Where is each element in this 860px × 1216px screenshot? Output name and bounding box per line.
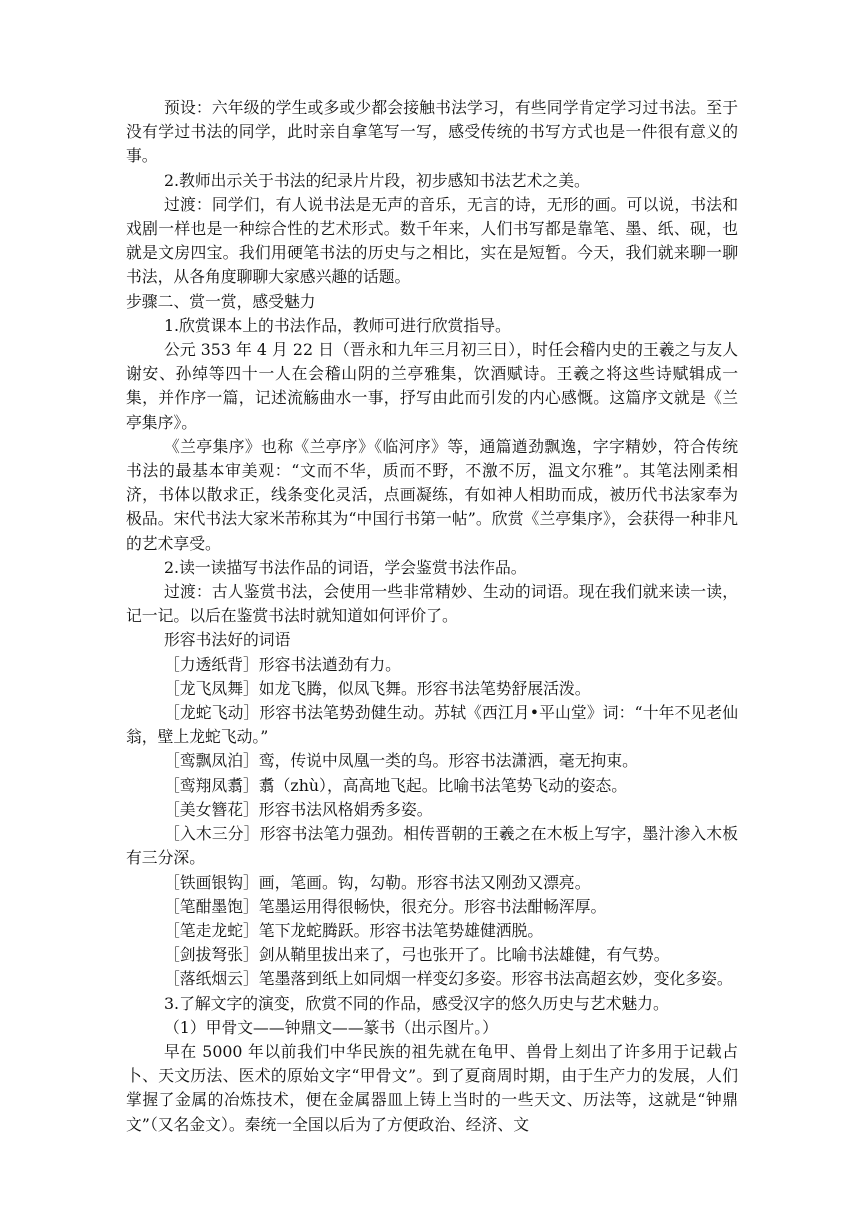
- paragraph-oracle-bone: 早在 5000 年以前我们中华民族的祖先就在龟甲、兽骨上刻出了许多用于记载占卜、天文历法、医术的原始文字“甲骨文”。到了夏商周时期，由于生产力的发展，人们掌握了金属的冶炼技术，便在金属器皿上铸上当时的一些天文、历法等，这就是“钟鼎文”（又名金文）。秦统一全国以后为了方便政治、经济、文: [126, 1041, 738, 1134]
- paragraph-history: 公元 353 年 4 月 22 日（晋永和九年三月初三日），时任会稽内史的王羲之与友人谢安、孙绰等四十一人在会稽山阴的兰亭雅集，饮酒赋诗。王羲之将这些诗赋辑成一集，并作序一篇，记述流觞曲水一事，抒写由此而引发的内心感慨。这篇序文就是《兰亭集序》。: [126, 340, 738, 432]
- vocabulary-item: ［力透纸背］形容书法遒劲有力。: [164, 654, 401, 674]
- vocabulary-item: ［笔走龙蛇］笔下龙蛇腾跃。形容书法笔势雄健洒脱。: [164, 920, 544, 940]
- vocabulary-item: ［落纸烟云］笔墨落到纸上如同烟一样变幻多姿。形容书法高超玄妙，变化多姿。: [164, 969, 733, 989]
- vocabulary-item: ［龙蛇飞动］形容书法笔势劲健生动。苏轼《西江月•平山堂》词：“十年不见老仙翁，壁上龙蛇飞动。”: [126, 703, 738, 747]
- vocabulary-item: ［入木三分］形容书法笔力强劲。相传晋朝的王羲之在木板上写字，墨汁渗入木板有三分深。: [126, 824, 738, 868]
- paragraph-evolution: 3.了解文字的演变，欣赏不同的作品，感受汉字的悠久历史与艺术魅力。: [164, 993, 669, 1013]
- vocabulary-item: ［笔酣墨饱］笔墨运用得很畅快，很充分。形容书法酣畅浑厚。: [164, 896, 607, 916]
- paragraph-transition-1: 过渡：同学们，有人说书法是无声的音乐，无言的诗，无形的画。可以说，书法和戏剧一样也是一种综合性的艺术形式。数千年来，人们书写都是靠笔、墨、纸、砚，也就是文房四宝。我们用硬笔书法的历史与之相比，实在是短暂。今天，我们就来聊一聊书法，从各角度聊聊大家感兴趣的话题。: [126, 194, 738, 287]
- vocabulary-item: ［鸾飘凤泊］鸾，传说中凤凰一类的鸟。形容书法潇洒，毫无拘束。: [164, 751, 638, 771]
- paragraph-read-words: 2.读一读描写书法作品的词语，学会鉴赏书法作品。: [164, 557, 527, 577]
- paragraph-transition-2: 过渡：古人鉴赏书法，会使用一些非常精妙、生动的词语。现在我们就来读一读，记一记。以后在鉴赏书法时就知道如何评价了。: [126, 582, 738, 626]
- paragraph-preset: 预设：六年级的学生或多或少都会接触书法学习，有些同学肯定学习过书法。至于没有学过书法的同学，此时亲自拿笔写一写，感受传统的书写方式也是一件很有意义的事。: [126, 98, 738, 166]
- vocabulary-item: ［剑拔弩张］剑从鞘里拔出来了，弓也张开了。比喻书法雄健，有气势。: [164, 945, 670, 965]
- vocabulary-item: ［龙飞凤舞］如龙飞腾，似凤飞舞。形容书法笔势舒展活泼。: [164, 678, 591, 698]
- section-heading: 步骤二、赏一赏，感受魅力: [126, 291, 316, 311]
- paragraph-step-2: 2.教师出示关于书法的纪录片片段，初步感知书法艺术之美。: [164, 170, 590, 190]
- vocabulary-heading: 形容书法好的词语: [164, 630, 291, 650]
- vocabulary-item: ［美女簪花］形容书法风格娟秀多姿。: [164, 799, 433, 819]
- vocabulary-item: ［铁画银钩］画，笔画。钩，勾勒。形容书法又刚劲又漂亮。: [164, 872, 591, 892]
- document-page: [126, 96, 738, 1137]
- paragraph-appreciate: 1.欣赏课本上的书法作品，教师可进行欣赏指导。: [164, 315, 511, 335]
- paragraph-lanting: 《兰亭集序》也称《兰亭序》《临河序》等，通篇遒劲飘逸，字字精妙，符合传统书法的最基本审美观：“文而不华，质而不野，不激不厉，温文尔雅”。其笔法刚柔相济，书体以散求正，线条变化灵活，点画凝练，有如神人相助而成，被历代书法家奉为极品。宋代书法大家米芾称其为“中国行书第一帖”。欣赏《兰亭集序》，会获得一种非凡的艺术享受。: [126, 436, 738, 553]
- vocabulary-item: ［鸾翔凤翥］翥（zhù），高高地飞起。比喻书法笔势飞动的姿态。: [164, 775, 628, 795]
- paragraph-evolution-sub: （1）甲骨文——钟鼎文——篆书（出示图片。）: [164, 1017, 498, 1037]
